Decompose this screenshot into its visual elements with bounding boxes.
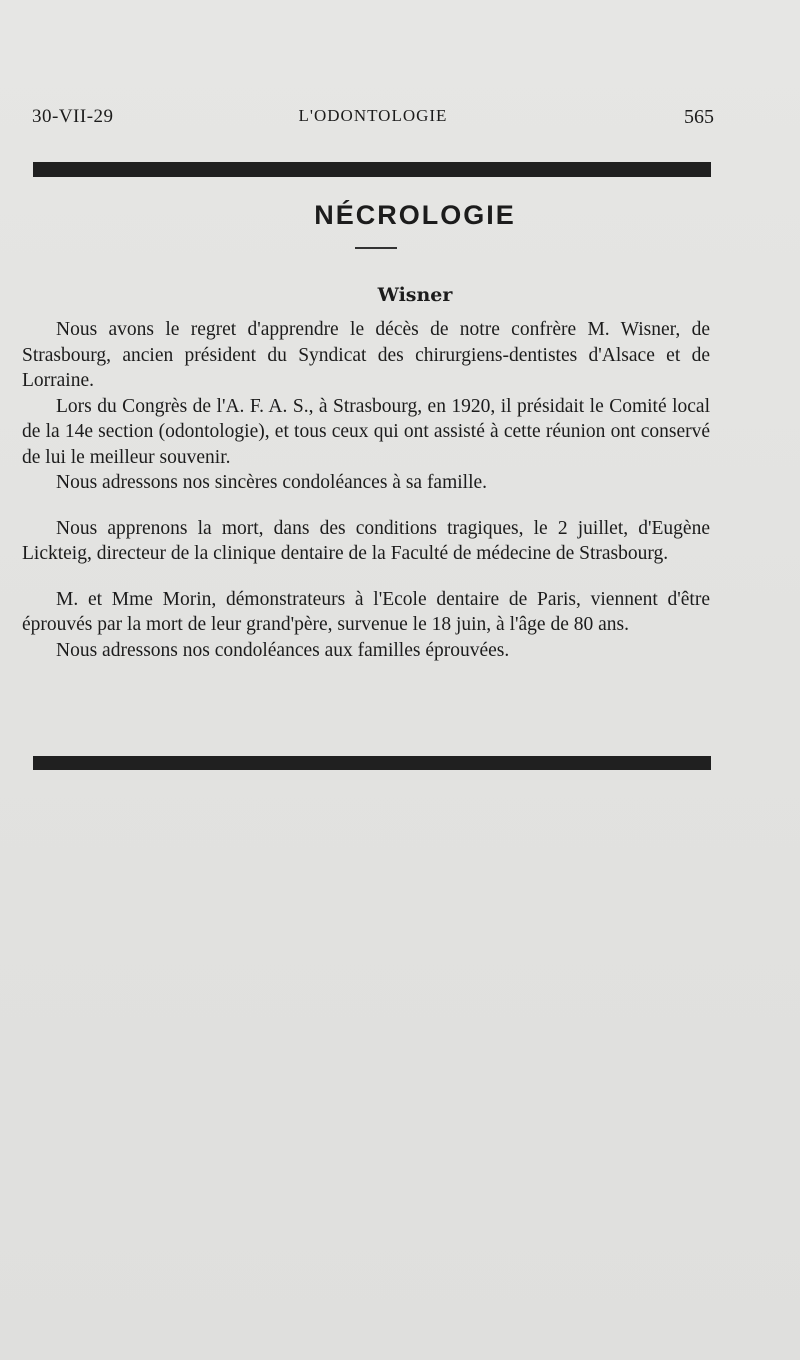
running-header	[32, 106, 714, 136]
paragraph: Nous adressons nos condoléances aux familles éprouvées.	[56, 639, 510, 661]
header-journal-title: L'ODONTOLOGIE	[298, 106, 448, 125]
bottom-rule	[33, 756, 711, 770]
paragraph: Lors du Congrès de l'A. F. A. S., à Strasbourg, en 1920, il présidait le Comité local de la 14e section (odontologie), et tous ceux qui ont assisté à cette réunion ont conservé de lui le meilleur souvenir.	[22, 395, 710, 468]
paragraph: Nous avons le regret d'apprendre le décès de notre confrère M. Wisner, de Strasbourg, ancien président du Syndicat des chirurgiens-dentistes d'Alsace et de Lorraine.	[22, 319, 710, 391]
paragraph: Nous apprenons la mort, dans des conditions tragiques, le 2 juillet, d'Eugène Lickteig, directeur de la clinique dentaire de la Faculté de médecine de Strasbourg.	[22, 517, 710, 564]
paragraph: M. et Mme Morin, démonstrateurs à l'Ecole dentaire de Paris, viennent d'être éprouvés par la mort de leur grand'père, survenue le 18 juin, à l'âge de 80 ans.	[22, 588, 710, 635]
obituary-name: Wisner	[377, 284, 453, 306]
header-date: 30-VII-29	[32, 106, 114, 127]
top-rule	[33, 162, 711, 177]
section-title: NÉCROLOGIE	[314, 200, 516, 230]
article-body	[22, 317, 710, 663]
title-divider	[355, 247, 397, 249]
paragraph: Nous adressons nos sincères condoléances à sa famille.	[56, 472, 488, 493]
page-number: 565	[684, 106, 714, 128]
